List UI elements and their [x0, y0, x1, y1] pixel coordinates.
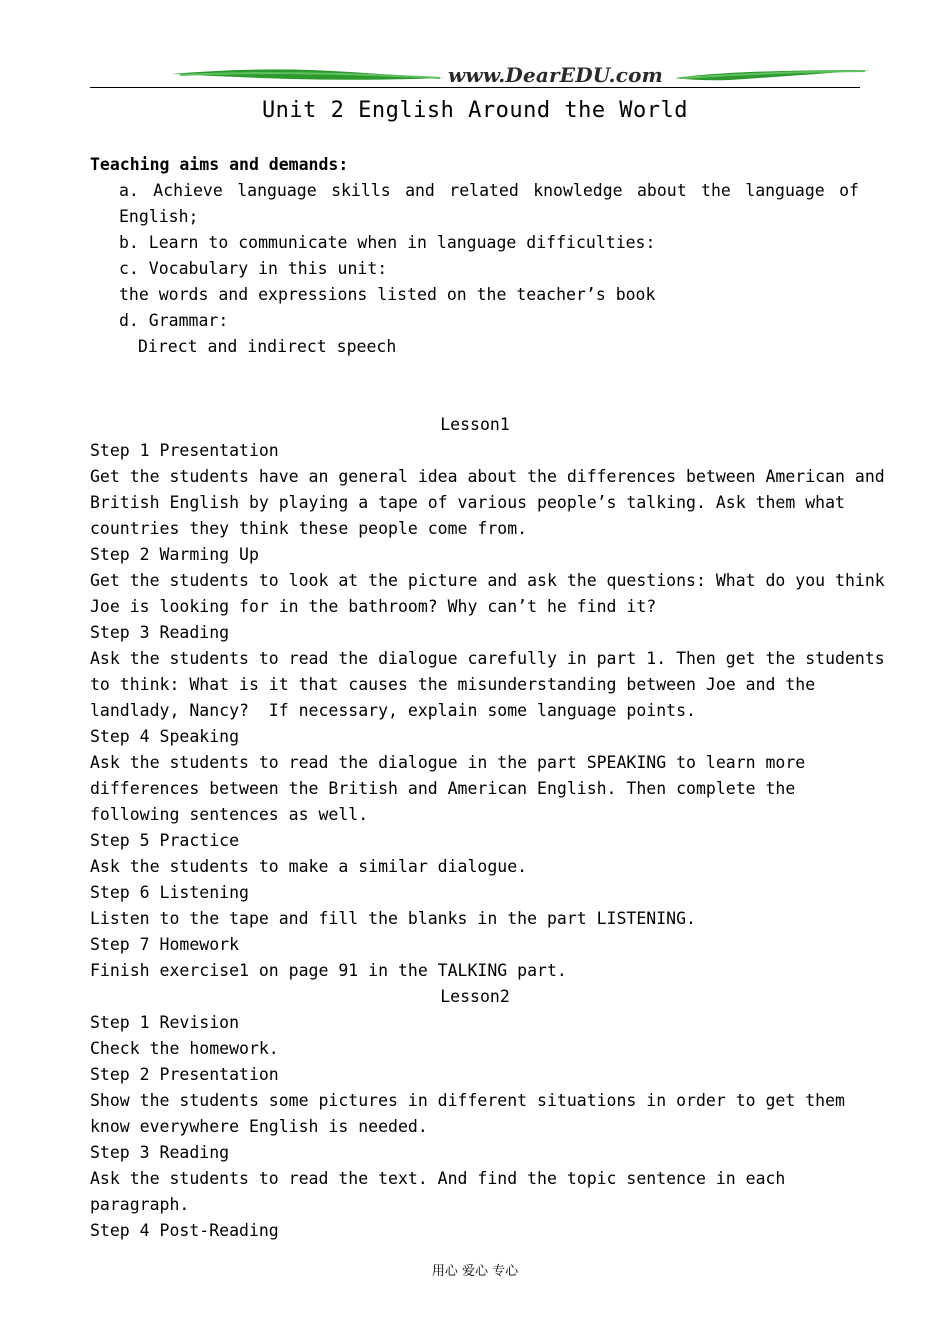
lesson1-line: Step 2 Warming Up — [90, 545, 259, 564]
aim-d: d. Grammar: — [119, 311, 229, 330]
lesson1-line: Step 1 Presentation — [90, 441, 279, 460]
lesson2-line: Step 1 Revision — [90, 1013, 240, 1032]
lesson1-line: Step 3 Reading — [90, 623, 230, 642]
lesson1-line: Step 6 Listening — [90, 883, 249, 902]
header-rule — [90, 87, 860, 88]
lesson1-line: differences between the British and American English. Then complete the — [90, 779, 796, 798]
lesson1-line: countries they think these people come from. — [90, 519, 528, 538]
page-footer: 用心 爱心 专心 — [431, 1264, 519, 1279]
lesson1-line: Finish exercise1 on page 91 in the TALKING part. — [90, 961, 567, 980]
lesson1-line: Ask the students to make a similar dialogue. — [90, 857, 528, 876]
site-logo-text[interactable]: www.DearEDU.com — [448, 63, 664, 87]
aim-a-line1: a. Achieve language skills and related knowledge about the language of — [119, 181, 859, 200]
lesson2-line: Check the homework. — [90, 1039, 279, 1058]
aim-d-detail: Direct and indirect speech — [138, 337, 397, 356]
lesson2-line: Step 2 Presentation — [90, 1065, 279, 1084]
lesson1-line: Get the students to look at the picture and ask the questions: What do you think — [90, 571, 885, 590]
lesson1-line: Joe is looking for in the bathroom? Why can’t he find it? — [90, 597, 657, 616]
lesson1-line: following sentences as well. — [90, 805, 369, 824]
page-title: Unit 2 English Around the World — [261, 98, 689, 123]
lesson2-heading: Lesson2 — [440, 987, 510, 1006]
lesson1-line: Step 5 Practice — [90, 831, 240, 850]
lesson2-line: paragraph. — [90, 1195, 190, 1214]
lesson1-line: landlady, Nancy? If necessary, explain some language points. — [90, 701, 696, 720]
lesson1-line: Ask the students to read the dialogue in the part SPEAKING to learn more — [90, 753, 806, 772]
lesson1-line: Get the students have an general idea about the differences between American and — [90, 467, 885, 486]
page-header — [90, 60, 860, 90]
lesson2-line: Ask the students to read the text. And find the topic sentence in each — [90, 1169, 786, 1188]
aims-heading: Teaching aims and demands: — [90, 155, 349, 174]
lesson1-line: Listen to the tape and fill the blanks in the part LISTENING. — [90, 909, 696, 928]
lesson2-line: Step 4 Post-Reading — [90, 1221, 279, 1240]
lesson1-line: Ask the students to read the dialogue carefully in part 1. Then get the students — [90, 649, 885, 668]
lesson1-line: Step 4 Speaking — [90, 727, 240, 746]
aim-a-line2: English; — [119, 207, 199, 226]
lesson1-heading: Lesson1 — [440, 415, 510, 434]
lesson1-line: British English by playing a tape of various people’s talking. Ask them what — [90, 493, 845, 512]
aim-c-detail: the words and expressions listed on the teacher’s book — [119, 285, 656, 304]
aim-c: c. Vocabulary in this unit: — [119, 259, 388, 278]
lesson2-line: Step 3 Reading — [90, 1143, 230, 1162]
aim-b: b. Learn to communicate when in language difficulties: — [119, 233, 656, 252]
lesson2-line: Show the students some pictures in different situations in order to get them — [90, 1091, 845, 1110]
lesson1-line: to think: What is it that causes the misunderstanding between Joe and the — [90, 675, 816, 694]
lesson1-line: Step 7 Homework — [90, 935, 240, 954]
lesson2-line: know everywhere English is needed. — [90, 1117, 428, 1136]
